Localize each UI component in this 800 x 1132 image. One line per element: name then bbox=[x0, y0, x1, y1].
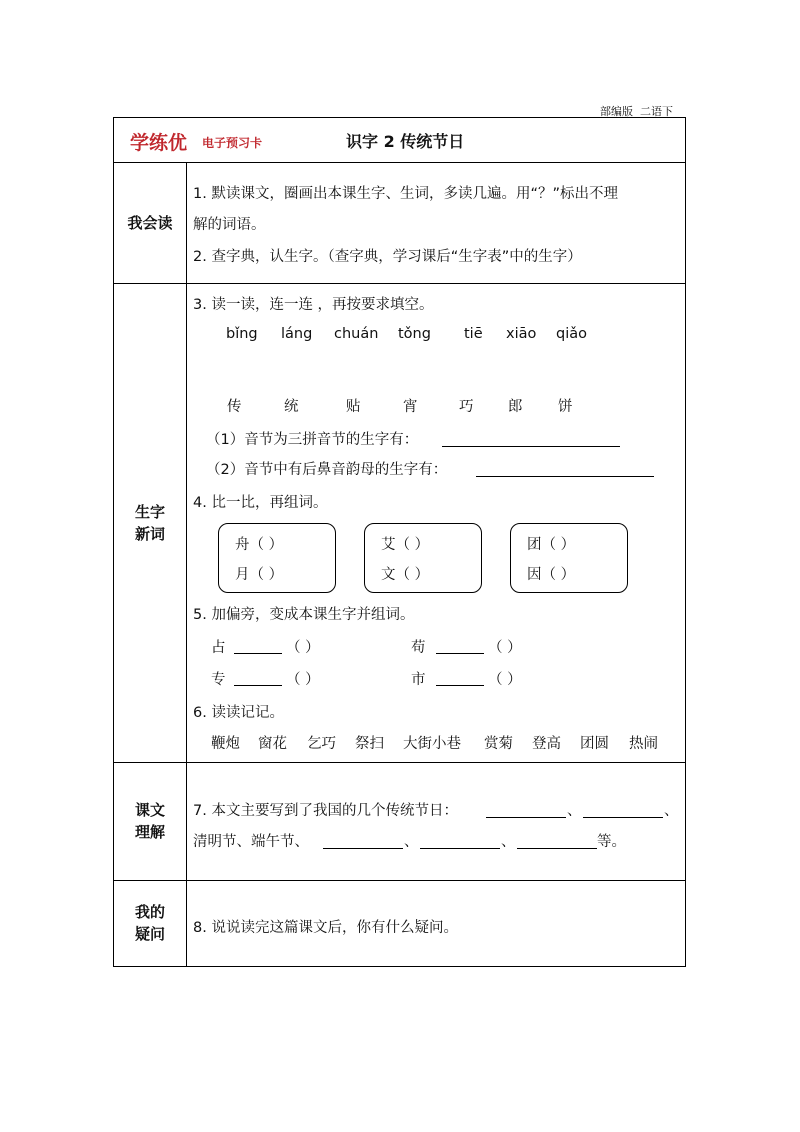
pinyin-item: láng bbox=[281, 326, 313, 342]
compare-word[interactable]: 团（ ） bbox=[527, 537, 576, 553]
q7-ending: 等。 bbox=[597, 834, 626, 850]
answer-blank[interactable] bbox=[476, 476, 654, 477]
pinyin-item: chuán bbox=[334, 326, 379, 342]
pinyin-item: xiāo bbox=[506, 326, 537, 342]
pinyin-item: bǐng bbox=[226, 326, 258, 342]
answer-blank[interactable] bbox=[486, 817, 566, 818]
paren-blank[interactable]: （ ） bbox=[488, 640, 522, 656]
answer-blank[interactable] bbox=[323, 848, 403, 849]
q6-text: 6. 读读记记。 bbox=[193, 705, 284, 721]
compare-word[interactable]: 因（ ） bbox=[527, 567, 576, 583]
answer-blank[interactable] bbox=[442, 446, 620, 447]
hanzi-item: 巧 bbox=[459, 399, 474, 415]
hanzi-item: 贴 bbox=[346, 399, 361, 415]
vocab-word: 鞭炮 bbox=[211, 736, 240, 752]
section-questions bbox=[114, 880, 685, 966]
pinyin-item: tǒng bbox=[398, 326, 431, 342]
pinyin-item: tiē bbox=[464, 326, 483, 342]
vocab-word: 祭扫 bbox=[355, 736, 384, 752]
compare-word[interactable]: 舟（ ） bbox=[235, 537, 284, 553]
section-label: 我会读 bbox=[114, 162, 187, 283]
answer-blank[interactable] bbox=[420, 848, 500, 849]
section-characters bbox=[114, 283, 685, 763]
paren-blank[interactable]: （ ） bbox=[286, 640, 320, 656]
brand-subtitle: 电子预习卡 bbox=[202, 136, 263, 150]
answer-blank[interactable] bbox=[583, 817, 663, 818]
vocab-word: 登高 bbox=[532, 736, 561, 752]
vocab-word: 大街小巷 bbox=[403, 736, 461, 752]
q5-text: 5. 加偏旁，变成本课生字并组词。 bbox=[193, 607, 415, 623]
separator: 、 bbox=[404, 834, 419, 850]
hanzi-item: 郎 bbox=[508, 399, 523, 415]
q4-text: 4. 比一比，再组词。 bbox=[193, 495, 328, 511]
vocab-word: 赏菊 bbox=[484, 736, 513, 752]
vocab-word: 窗花 bbox=[258, 736, 287, 752]
answer-blank[interactable] bbox=[234, 653, 282, 654]
separator: 、 bbox=[567, 803, 582, 819]
separator: 、 bbox=[501, 834, 516, 850]
vocab-word: 团圆 bbox=[580, 736, 609, 752]
answer-blank[interactable] bbox=[517, 848, 597, 849]
compare-word[interactable]: 月（ ） bbox=[235, 567, 284, 583]
separator: 、 bbox=[664, 803, 679, 819]
hanzi-item: 饼 bbox=[558, 399, 573, 415]
brand-logo: 学练优 bbox=[130, 132, 188, 154]
edition-label: 部编版 二语下 bbox=[600, 105, 673, 118]
q3a-text: （1）音节为三拼音节的生字有： bbox=[206, 432, 419, 448]
answer-blank[interactable] bbox=[436, 653, 484, 654]
vocab-word: 乞巧 bbox=[307, 736, 336, 752]
radical-base: 苟 bbox=[411, 640, 426, 656]
radical-base: 占 bbox=[211, 640, 226, 656]
header-row bbox=[114, 118, 685, 163]
paren-blank[interactable]: （ ） bbox=[286, 672, 320, 688]
q7-text-line2: 清明节、端午节、 bbox=[193, 834, 309, 850]
q1-text-line2: 解的词语。 bbox=[193, 217, 266, 233]
compare-box bbox=[364, 523, 482, 593]
paren-blank[interactable]: （ ） bbox=[488, 672, 522, 688]
answer-blank[interactable] bbox=[234, 685, 282, 686]
radical-base: 专 bbox=[211, 672, 226, 688]
page-title: 识字 2 传统节日 bbox=[346, 132, 465, 151]
q7-text-line1: 7. 本文主要写到了我国的几个传统节日： bbox=[193, 803, 458, 819]
radical-base: 市 bbox=[411, 672, 426, 688]
q1-text-line1: 1. 默读课文，圈画出本课生字、生词，多读几遍。用“？”标出不理 bbox=[193, 186, 618, 202]
preview-card bbox=[113, 117, 686, 967]
section-label: 我的 疑问 bbox=[114, 880, 187, 966]
section-label: 课文 理解 bbox=[114, 762, 187, 880]
q8-text: 8. 说说读完这篇课文后，你有什么疑问。 bbox=[193, 920, 458, 936]
compare-box bbox=[510, 523, 628, 593]
section-comprehension bbox=[114, 762, 685, 881]
compare-box bbox=[218, 523, 336, 593]
vocab-word: 热闹 bbox=[629, 736, 658, 752]
q2-text: 2. 查字典，认生字。（查字典，学习课后“生字表”中的生字） bbox=[193, 249, 582, 265]
pinyin-item: qiǎo bbox=[556, 326, 587, 342]
hanzi-item: 统 bbox=[284, 399, 299, 415]
section-label: 生字 新词 bbox=[114, 283, 187, 762]
section-read bbox=[114, 162, 685, 284]
hanzi-item: 传 bbox=[227, 399, 242, 415]
hanzi-item: 宵 bbox=[403, 399, 418, 415]
q3b-text: （2）音节中有后鼻音韵母的生字有： bbox=[206, 462, 448, 478]
answer-blank[interactable] bbox=[436, 685, 484, 686]
compare-word[interactable]: 艾（ ） bbox=[381, 537, 430, 553]
compare-word[interactable]: 文（ ） bbox=[381, 567, 430, 583]
q3-text: 3. 读一读，连一连 ，再按要求填空。 bbox=[193, 297, 434, 313]
